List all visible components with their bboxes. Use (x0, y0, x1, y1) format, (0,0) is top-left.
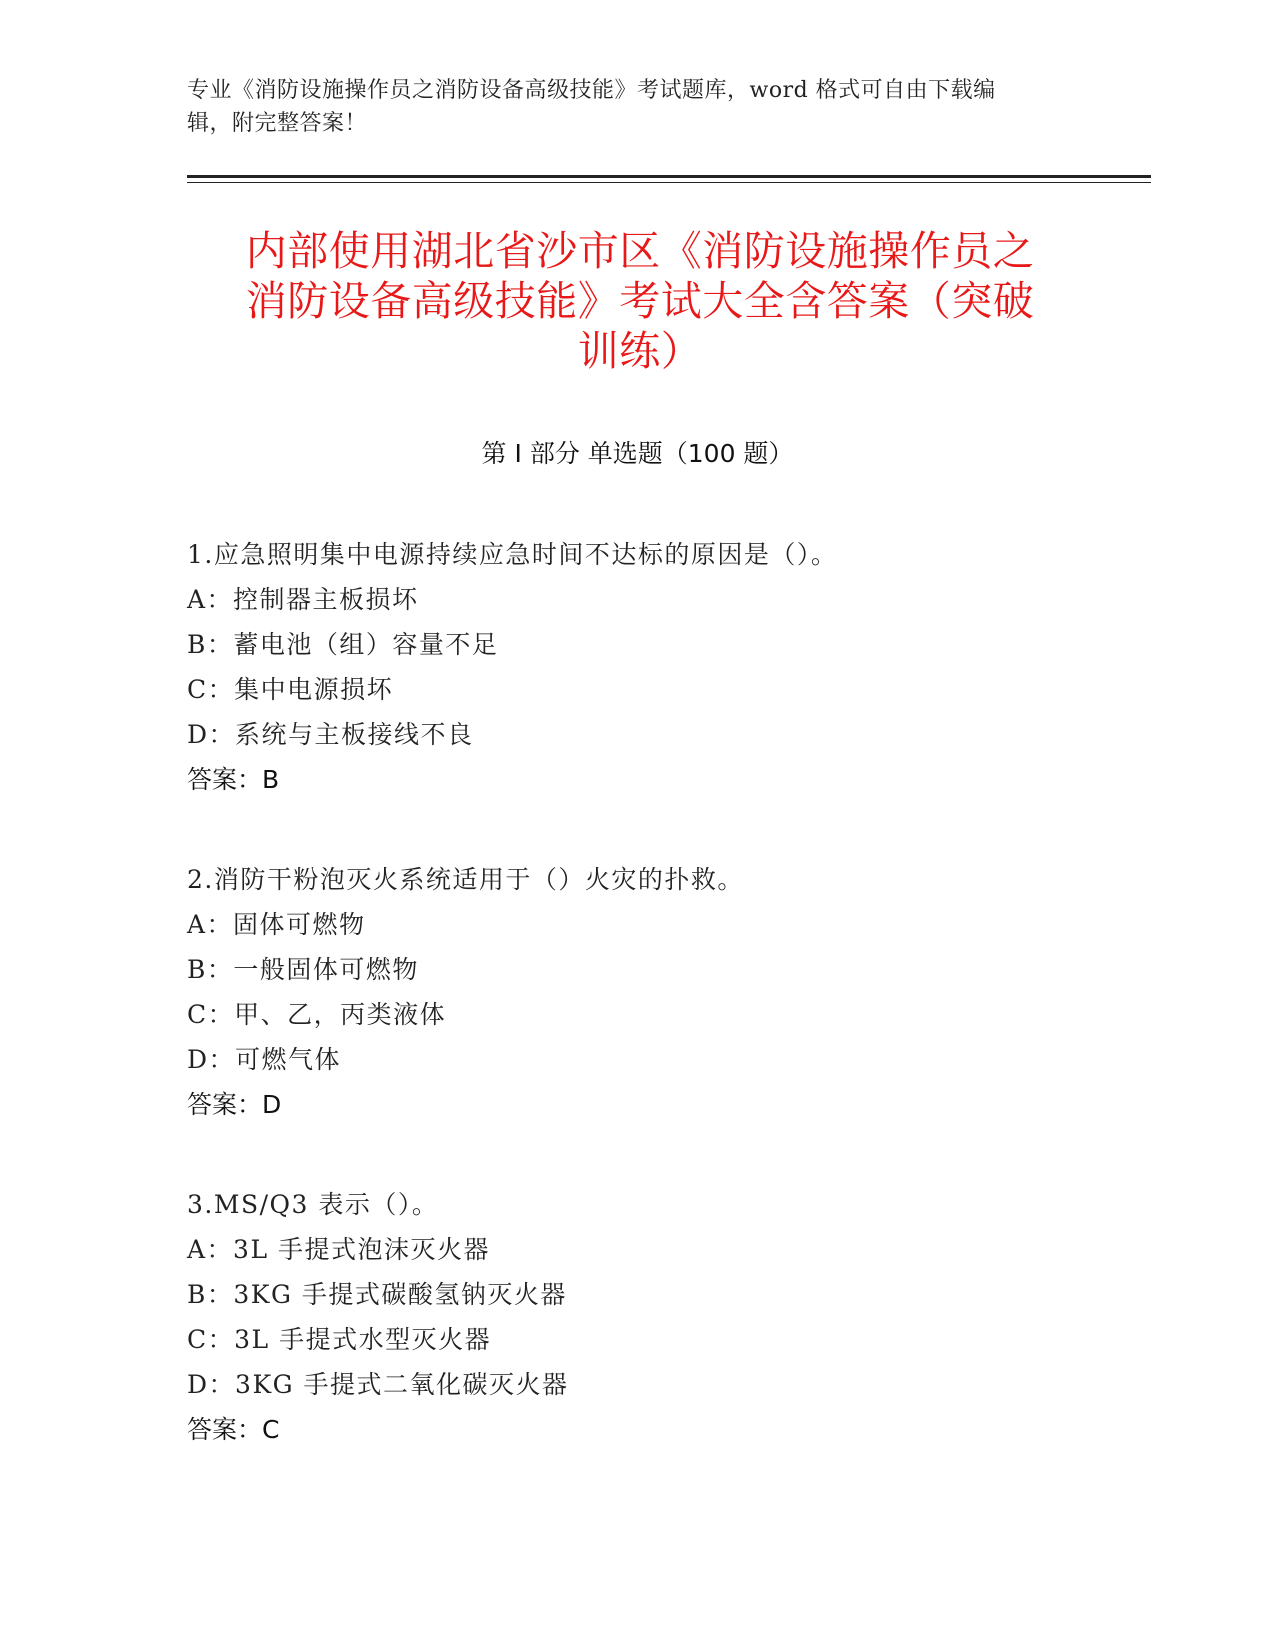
option-b: B：蓄电池（组）容量不足 (187, 630, 499, 659)
question-list (187, 532, 1087, 1507)
header-divider-thin (187, 182, 1151, 183)
option-a: A：固体可燃物 (187, 910, 366, 939)
option-d: D：3KG 手提式二氧化碳灭火器 (187, 1370, 569, 1399)
header-note-line-1: 专业《消防设施操作员之消防设备高级技能》考试题库，word 格式可自由下载编 (187, 78, 996, 103)
header-note-line-2: 辑，附完整答案！ (187, 111, 368, 136)
header-divider-thick (187, 175, 1151, 178)
document-title-line-1: 内部使用湖北省沙市区《消防设施操作员之 (245, 227, 1035, 275)
question-stem: 3.MS/Q3 表示（）。 (187, 1190, 439, 1219)
answer: 答案：C (187, 1415, 280, 1444)
section-title: 第 I 部分 单选题（100 题） (481, 439, 794, 468)
option-b: B：一般固体可燃物 (187, 955, 419, 984)
question-2 (187, 857, 1087, 1127)
option-d: D：可燃气体 (187, 1045, 342, 1074)
option-c: C：3L 手提式水型灭火器 (187, 1325, 492, 1354)
answer: 答案：B (187, 765, 280, 794)
option-a: A：3L 手提式泡沫灭火器 (187, 1235, 491, 1264)
option-b: B：3KG 手提式碳酸氢钠灭火器 (187, 1280, 567, 1309)
header-note (187, 74, 1087, 140)
option-c: C：集中电源损坏 (187, 675, 394, 704)
question-stem: 1.应急照明集中电源持续应急时间不达标的原因是（）。 (187, 540, 838, 569)
answer: 答案：D (187, 1090, 282, 1119)
document-title-line-3: 训练） (577, 327, 703, 375)
document-title (180, 226, 1100, 376)
option-d: D：系统与主板接线不良 (187, 720, 474, 749)
question-stem: 2.消防干粉泡灭火系统适用于（）火灾的扑救。 (187, 865, 744, 894)
question-1 (187, 532, 1087, 802)
document-title-line-2: 消防设备高级技能》考试大全含答案（突破 (245, 277, 1035, 325)
option-c: C：甲、乙，丙类液体 (187, 1000, 447, 1029)
option-a: A：控制器主板损坏 (187, 585, 419, 614)
question-3 (187, 1182, 1087, 1452)
